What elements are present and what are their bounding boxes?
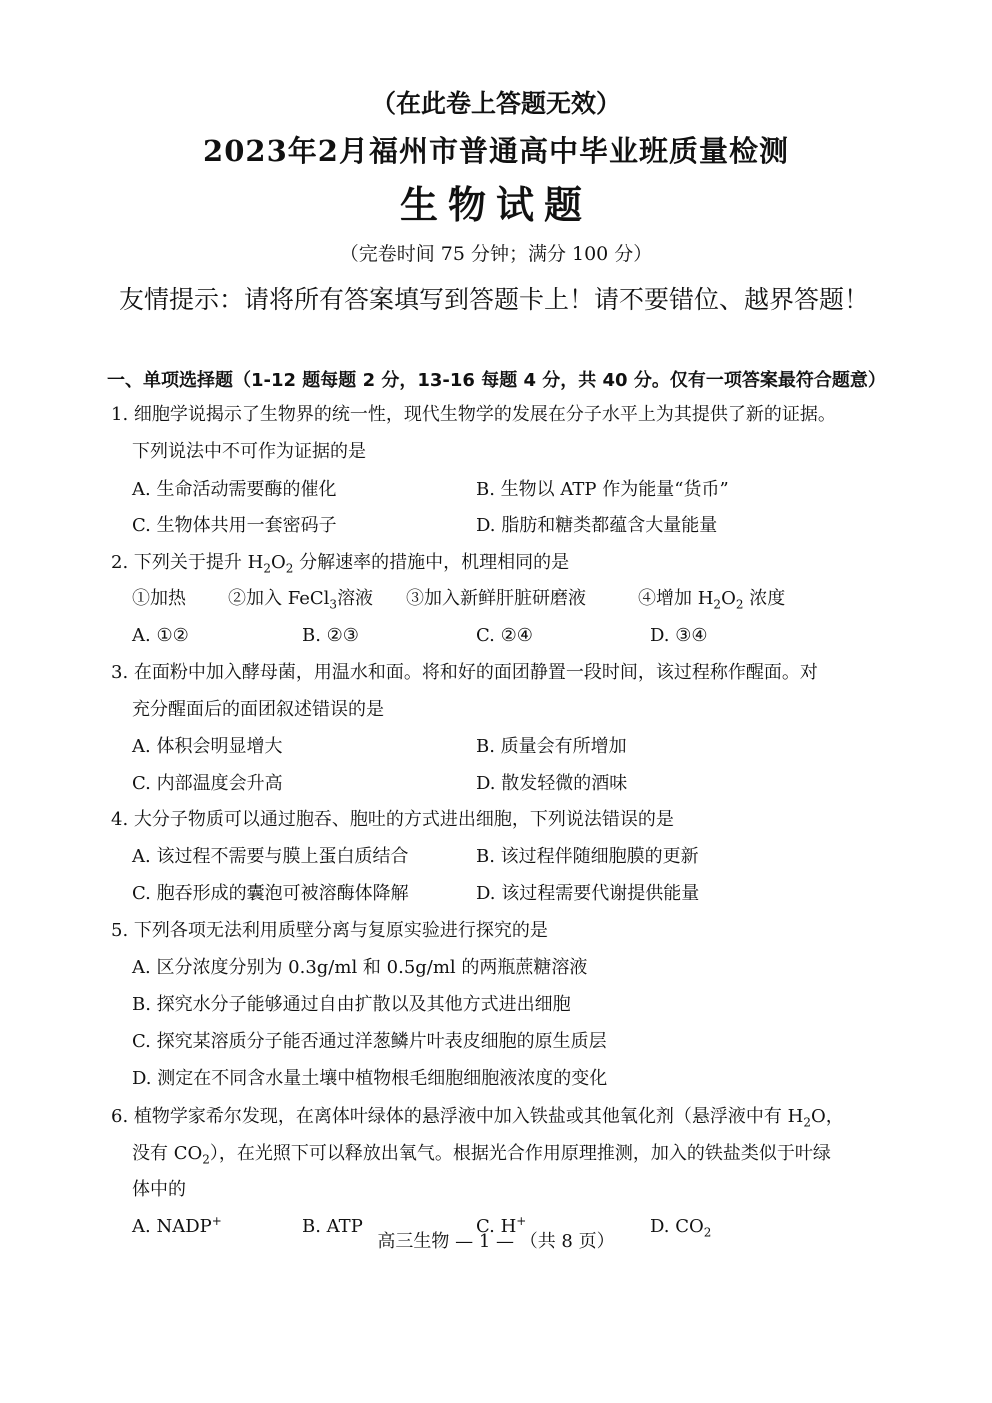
q3-option-c: C. 内部温度会升高 (132, 773, 283, 794)
q3-stem-line1: 3. 在面粉中加入酵母菌，用温水和面。将和好的面团静置一段时间，该过程称作醒面。对 (111, 662, 818, 683)
q5-option-d: D. 测定在不同含水量土壤中植物根毛细胞细胞液浓度的变化 (132, 1068, 608, 1089)
q2-option-a: A. ①② (132, 625, 189, 646)
exam-title: 2023年2月福州市普通高中毕业班质量检测 (203, 134, 789, 168)
q3-stem-line2: 充分醒面后的面团叙述错误的是 (132, 699, 384, 720)
q4-option-b: B. 该过程伴随细胞膜的更新 (476, 846, 699, 867)
q4-option-c: C. 胞吞形成的囊泡可被溶酶体降解 (132, 883, 409, 904)
q2-measure-4: ④增加 $H_2O_2$ 浓度 (638, 588, 786, 612)
q1-stem-line2: 下列说法中不可作为证据的是 (132, 441, 366, 462)
q5-stem: 5. 下列各项无法利用质壁分离与复原实验进行探究的是 (111, 920, 548, 941)
q4-option-a: A. 该过程不需要与膜上蛋白质结合 (132, 846, 409, 867)
q4-stem: 4. 大分子物质可以通过胞吞、胞吐的方式进出细胞，下列说法错误的是 (111, 809, 674, 830)
notice: （在此卷上答题无效） (370, 89, 621, 118)
q1-option-c: C. 生物体共用一套密码子 (132, 515, 337, 536)
q2-measure-2: ②加入 FeCl$_3$溶液 (228, 588, 374, 612)
q5-option-a: A. 区分浓度分别为 0.3g/ml 和 0.5g/ml 的两瓶蔗糖溶液 (132, 957, 588, 978)
q5-option-b: B. 探究水分子能够通过自由扩散以及其他方式进出细胞 (132, 994, 571, 1015)
q2-stem: 2. 下列关于提升 $H_2O_2$ 分解速率的措施中，机理相同的是 (111, 552, 570, 576)
q2-option-b: B. ②③ (302, 625, 359, 646)
q6-stem-line1: 6. 植物学家希尔发现，在离体叶绿体的悬浮液中加入铁盐或其他氧化剂（悬浮液中有 $H_2O$， (111, 1106, 844, 1130)
q1-stem-line1: 1. 细胞学说揭示了生物界的统一性，现代生物学的发展在分子水平上为其提供了新的证据。 (111, 404, 836, 425)
q5-option-c: C. 探究某溶质分子能否通过洋葱鳞片叶表皮细胞的原生质层 (132, 1031, 607, 1052)
q1-option-b: B. 生物以 ATP 作为能量“货币” (476, 479, 729, 500)
q6-option-b: B. ATP (302, 1216, 363, 1237)
q2-option-c: C. ②④ (476, 625, 533, 646)
q6-stem-line3: 体中的 (132, 1179, 186, 1200)
q1-option-a: A. 生命活动需要酶的催化 (132, 479, 337, 500)
q2-option-d: D. ③④ (650, 625, 708, 646)
q3-option-b: B. 质量会有所增加 (476, 736, 627, 757)
friendly-tip: 友情提示：请将所有答案填写到答题卡上！请不要错位、越界答题！ (119, 285, 870, 314)
q2-measure-3: ③加入新鲜肝脏研磨液 (406, 588, 586, 609)
q6-stem-line2: 没有 $CO_2$），在光照下可以释放出氧气。根据光合作用原理推测，加入的铁盐类似于叶绿 (132, 1143, 831, 1167)
q4-option-d: D. 该过程需要代谢提供能量 (476, 883, 700, 904)
q6-option-a: A. NADP+ (132, 1214, 222, 1237)
q6-option-d: D. $CO_2$ (650, 1216, 712, 1240)
subject-title: 生物试题 (399, 183, 592, 227)
page-footer: 高三生物 — 1 — （共 8 页） (377, 1231, 615, 1252)
q1-option-d: D. 脂肪和糖类都蕴含大量能量 (476, 515, 718, 536)
section-title: 一、单项选择题（1-12 题每题 2 分，13-16 每题 4 分，共 40 分。仅有一项答案最符合题意） (107, 370, 886, 391)
q6-option-c: C. H+ (476, 1214, 527, 1237)
q2-measure-1: ①加热 (132, 588, 186, 609)
q3-option-a: A. 体积会明显增大 (132, 736, 283, 757)
time-info: （完卷时间 75 分钟；满分 100 分） (339, 243, 653, 265)
q3-option-d: D. 散发轻微的酒味 (476, 773, 628, 794)
